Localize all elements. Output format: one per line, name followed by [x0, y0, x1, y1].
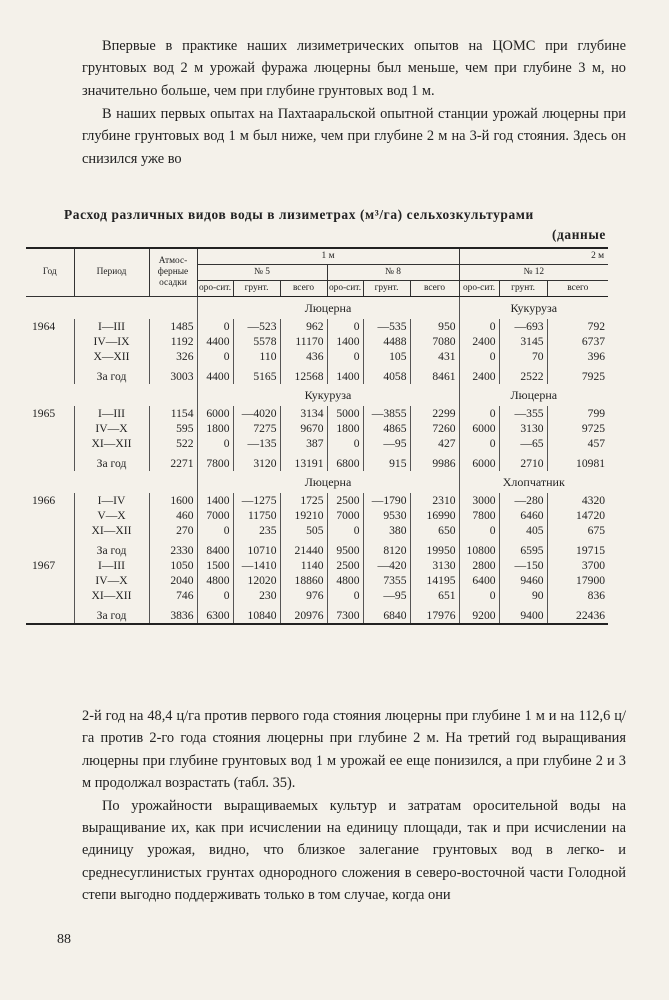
- cell-value: 10800: [459, 543, 499, 558]
- cell-value: 90: [499, 588, 547, 603]
- cell-value: 105: [363, 349, 410, 364]
- cell-value: 11750: [233, 508, 280, 523]
- table-row: [26, 493, 608, 508]
- cell-year: [26, 369, 74, 384]
- header-depth-1m: 1 м: [197, 248, 459, 265]
- cell-value: 7275: [233, 421, 280, 436]
- crop-label: Кукуруза: [510, 301, 558, 315]
- crop-label: Хлопчатник: [502, 475, 565, 489]
- cell-period: XI—XII: [74, 523, 149, 538]
- cell-value: —95: [363, 436, 410, 451]
- cell-value: 7355: [363, 573, 410, 588]
- cell-year: 1965: [26, 406, 74, 421]
- header-oros: оро-сит.: [327, 281, 363, 297]
- cell-value: 387: [280, 436, 327, 451]
- cell-value: 6840: [363, 608, 410, 624]
- header-grunt: грунт.: [499, 281, 547, 297]
- cell-value: 6800: [327, 456, 363, 471]
- cell-value: 0: [459, 406, 499, 421]
- cell-value: 2330: [149, 543, 197, 558]
- cell-value: 4800: [197, 573, 233, 588]
- cell-value: 14195: [410, 573, 459, 588]
- table-row: [26, 406, 608, 421]
- cell-value: —65: [499, 436, 547, 451]
- cell-value: 20976: [280, 608, 327, 624]
- water-consumption-table: [26, 247, 608, 625]
- cell-value: 1400: [197, 493, 233, 508]
- cell-value: 3700: [581, 559, 606, 572]
- cell-value: 0: [327, 349, 363, 364]
- cell-value: 9986: [410, 456, 459, 471]
- cell-value: 16990: [410, 508, 459, 523]
- cell-year: [26, 608, 74, 624]
- cell-value: 230: [233, 588, 280, 603]
- cell-value: 19950: [410, 543, 459, 558]
- cell-value: 2400: [459, 369, 499, 384]
- table-row: [26, 421, 608, 436]
- cell-value: 6000: [197, 406, 233, 421]
- cell-value: 8120: [363, 543, 410, 558]
- cell-value: 2500: [327, 558, 363, 573]
- table-row: [26, 349, 608, 364]
- cell-value: 7800: [459, 508, 499, 523]
- cell-value: 950: [410, 319, 459, 334]
- cell-value: 235: [233, 523, 280, 538]
- cell-value: 7080: [410, 334, 459, 349]
- cell-period: I—III: [74, 319, 149, 334]
- cell-value: 9200: [459, 608, 499, 624]
- cell-value: 6460: [499, 508, 547, 523]
- cell-value: 1500: [197, 558, 233, 573]
- cell-value: 0: [459, 436, 499, 451]
- cell-value: 21440: [280, 543, 327, 558]
- cell-value: —135: [233, 436, 280, 451]
- cell-period: IV—IX: [74, 334, 149, 349]
- table-caption-line1: Расход различных видов воды в лизиметрах (м³/га) сельхозкультурами: [64, 207, 534, 222]
- page-number: 88: [57, 932, 71, 947]
- cell-value: 4800: [327, 573, 363, 588]
- header-atmos: Атмос-ферные осадки: [149, 248, 197, 297]
- header-lysimeter-5: № 5: [197, 265, 327, 281]
- header-year: Год: [26, 248, 74, 297]
- cell-value: 7260: [410, 421, 459, 436]
- crop-label: Люцерна: [510, 388, 558, 402]
- cell-value: —150: [499, 558, 547, 573]
- cell-value: 9725: [581, 422, 606, 435]
- cell-value: 0: [459, 319, 499, 334]
- cell-value: 1800: [197, 421, 233, 436]
- cell-value: 12568: [280, 369, 327, 384]
- cell-value: 14720: [576, 509, 606, 522]
- crop-header-row: [26, 384, 608, 406]
- header-oros: оро-сит.: [459, 281, 499, 297]
- header-period: Период: [74, 248, 149, 297]
- cell-value: 22436: [547, 608, 608, 624]
- cell-period: X—XII: [74, 349, 149, 364]
- cell-value: 746: [149, 588, 197, 603]
- cell-value: —420: [363, 558, 410, 573]
- cell-year: [26, 508, 74, 523]
- table-row: [26, 456, 608, 471]
- cell-value: 0: [197, 436, 233, 451]
- cell-value: 460: [149, 508, 197, 523]
- header-depth-2m: 2 м: [459, 248, 608, 265]
- cell-value: 1140: [280, 558, 327, 573]
- crop-spacer: [26, 471, 197, 493]
- cell-value: 2299: [410, 406, 459, 421]
- cell-value: 7925: [581, 370, 606, 383]
- cell-value: 0: [459, 523, 499, 538]
- header-total: всего: [410, 281, 459, 297]
- cell-value: 1400: [327, 369, 363, 384]
- cell-period: За год: [74, 543, 149, 558]
- table-body: [26, 297, 608, 625]
- cell-value: 436: [280, 349, 327, 364]
- cell-value: 5578: [233, 334, 280, 349]
- cell-value: —1790: [363, 493, 410, 508]
- cell-value: 1154: [149, 406, 197, 421]
- cell-value: 19715: [576, 544, 606, 557]
- cell-period: V—X: [74, 508, 149, 523]
- cell-value: 1485: [149, 319, 197, 334]
- cell-value: 836: [587, 589, 606, 602]
- cell-value: 396: [587, 350, 606, 363]
- cell-value: 8400: [197, 543, 233, 558]
- cell-value: 2710: [499, 456, 547, 471]
- cell-value: 3003: [149, 369, 197, 384]
- paragraph-pakhtaaral: В наших первых опытах на Пахтааральской опытной станции урожай люцерны при глубине грунтовых вод 1 м был ниже, чем при глубине 2 м на 3-й год стояния. Здесь он снизился уже во: [82, 106, 626, 167]
- cell-value: 6737: [581, 335, 606, 348]
- cell-value: 1800: [327, 421, 363, 436]
- cell-period: I—III: [74, 558, 149, 573]
- cell-value: 0: [197, 319, 233, 334]
- cell-value: 6000: [459, 421, 499, 436]
- cell-period: XI—XII: [74, 436, 149, 451]
- cell-value: 3120: [233, 456, 280, 471]
- cell-value: 405: [499, 523, 547, 538]
- crop-label: Кукуруза: [197, 384, 459, 406]
- crop-header-row: [26, 471, 608, 493]
- cell-value: —1275: [233, 493, 280, 508]
- cell-value: 3000: [459, 493, 499, 508]
- cell-value: 9670: [280, 421, 327, 436]
- cell-value: 11170: [280, 334, 327, 349]
- crop-label: Люцерна: [197, 297, 459, 320]
- cell-value: 2040: [149, 573, 197, 588]
- cell-value: 2500: [327, 493, 363, 508]
- cell-value: 0: [459, 349, 499, 364]
- cell-value: 1600: [149, 493, 197, 508]
- cell-year: [26, 588, 74, 603]
- cell-value: —523: [233, 319, 280, 334]
- cell-value: 0: [327, 588, 363, 603]
- cell-value: 4320: [581, 494, 606, 507]
- cell-value: 9530: [363, 508, 410, 523]
- cell-value: 6300: [197, 608, 233, 624]
- cell-value: 4488: [363, 334, 410, 349]
- cell-value: 976: [280, 588, 327, 603]
- cell-value: 9400: [499, 608, 547, 624]
- cell-value: 431: [410, 349, 459, 364]
- paragraph-block-after-table: [82, 705, 626, 907]
- table-caption-line2: (данные: [552, 227, 606, 242]
- cell-period: XI—XII: [74, 588, 149, 603]
- header-total: всего: [547, 281, 608, 297]
- cell-value: 595: [149, 421, 197, 436]
- cell-value: 10710: [233, 543, 280, 558]
- cell-value: 13191: [280, 456, 327, 471]
- table-row: [26, 543, 608, 558]
- cell-year: 1967: [26, 558, 74, 573]
- cell-value: 270: [149, 523, 197, 538]
- cell-period: I—III: [74, 406, 149, 421]
- cell-value: —1410: [233, 558, 280, 573]
- cell-value: 380: [363, 523, 410, 538]
- table-row: [26, 588, 608, 603]
- cell-value: 0: [327, 523, 363, 538]
- cell-year: [26, 543, 74, 558]
- header-grunt: грунт.: [363, 281, 410, 297]
- cell-value: 12020: [233, 573, 280, 588]
- cell-value: 7800: [197, 456, 233, 471]
- table-row: [26, 334, 608, 349]
- cell-value: 792: [587, 320, 606, 333]
- cell-value: 1050: [149, 558, 197, 573]
- cell-value: 7300: [327, 608, 363, 624]
- cell-value: 7000: [327, 508, 363, 523]
- cell-value: 10981: [576, 457, 606, 470]
- cell-value: 0: [197, 349, 233, 364]
- cell-value: —4020: [233, 406, 280, 421]
- paragraph-conclusion: По урожайности выращиваемых культур и затратам оросительной воды на выращивание их, как при исчислении на единицу площади, так и при исчислении на единицу урожая, видно, что близкое залегание грунтовых вод в легко- и среднесуглинистых грунтах однородного сложения в северо-восточной части Голодной степи выгодно поддерживать только в том случае, когда они: [82, 797, 626, 904]
- cell-value: —355: [499, 406, 547, 421]
- cell-year: [26, 349, 74, 364]
- cell-value: 6000: [459, 456, 499, 471]
- cell-value: 962: [280, 319, 327, 334]
- paragraph-intro: Впервые в практике наших лизиметрических опытов на ЦОМС при глубине грунтовых вод 2 м урожай фуража люцерны был меньше, чем при глубине 3 м, но значительно больше, чем при глубине грунтовых вод 1 м.: [82, 38, 626, 99]
- cell-year: [26, 456, 74, 471]
- cell-value: 326: [149, 349, 197, 364]
- cell-value: 6400: [459, 573, 499, 588]
- cell-value: 4400: [197, 369, 233, 384]
- cell-value: 0: [327, 436, 363, 451]
- cell-value: 3836: [149, 608, 197, 624]
- cell-value: 70: [499, 349, 547, 364]
- cell-year: [26, 523, 74, 538]
- header-lysimeter-8: № 8: [327, 265, 459, 281]
- cell-value: —693: [499, 319, 547, 334]
- table-caption: [64, 205, 664, 245]
- cell-value: 6595: [499, 543, 547, 558]
- cell-year: [26, 436, 74, 451]
- cell-value: 3134: [280, 406, 327, 421]
- header-grunt: грунт.: [233, 281, 280, 297]
- cell-value: —280: [499, 493, 547, 508]
- crop-spacer: [26, 297, 197, 320]
- cell-value: —535: [363, 319, 410, 334]
- cell-value: 505: [280, 523, 327, 538]
- cell-value: 9460: [499, 573, 547, 588]
- cell-value: —3855: [363, 406, 410, 421]
- cell-value: 650: [410, 523, 459, 538]
- cell-year: 1966: [26, 493, 74, 508]
- cell-value: 7000: [197, 508, 233, 523]
- cell-value: 1400: [327, 334, 363, 349]
- cell-value: 4400: [197, 334, 233, 349]
- cell-value: 1192: [149, 334, 197, 349]
- cell-year: [26, 334, 74, 349]
- cell-period: IV—X: [74, 421, 149, 436]
- cell-value: 3130: [499, 421, 547, 436]
- cell-value: 2522: [499, 369, 547, 384]
- cell-value: 3130: [410, 558, 459, 573]
- cell-value: 799: [587, 407, 606, 420]
- cell-value: 8461: [410, 369, 459, 384]
- crop-spacer: [26, 384, 197, 406]
- cell-value: 675: [587, 524, 606, 537]
- cell-year: 1964: [26, 319, 74, 334]
- table-row: [26, 319, 608, 334]
- table-row: [26, 608, 608, 624]
- cell-value: 0: [197, 588, 233, 603]
- cell-value: 0: [327, 319, 363, 334]
- cell-value: 651: [410, 588, 459, 603]
- cell-value: 2400: [459, 334, 499, 349]
- cell-value: 457: [587, 437, 606, 450]
- cell-value: 2310: [410, 493, 459, 508]
- header-oros: оро-сит.: [197, 281, 233, 297]
- cell-value: 9500: [327, 543, 363, 558]
- cell-value: —95: [363, 588, 410, 603]
- cell-value: 2800: [459, 558, 499, 573]
- cell-value: 19210: [280, 508, 327, 523]
- cell-value: 3145: [499, 334, 547, 349]
- header-lysimeter-12: № 12: [459, 265, 608, 281]
- paragraph-second-year: 2-й год на 48,4 ц/га против первого года стояния люцерны при глубине 1 м и на 112,6 ц/га против 2-го года стояния люцерны при глубине 2 м. На третий год выращивания люцерны при глубине грунтовых вод 1 м урожай ее еще понизился, а при глубине 2 и 3 м продолжал возрастать (табл. 35).: [82, 708, 626, 792]
- cell-value: 0: [197, 523, 233, 538]
- cell-value: 915: [363, 456, 410, 471]
- table-row: [26, 436, 608, 451]
- cell-period: За год: [74, 456, 149, 471]
- cell-value: 1725: [280, 493, 327, 508]
- cell-period: За год: [74, 369, 149, 384]
- cell-period: I—IV: [74, 493, 149, 508]
- cell-year: [26, 573, 74, 588]
- cell-value: 5165: [233, 369, 280, 384]
- cell-year: [26, 421, 74, 436]
- cell-value: 18860: [280, 573, 327, 588]
- cell-period: За год: [74, 608, 149, 624]
- cell-value: 110: [233, 349, 280, 364]
- cell-period: IV—X: [74, 573, 149, 588]
- cell-value: 17976: [410, 608, 459, 624]
- cell-value: 10840: [233, 608, 280, 624]
- table-row: [26, 573, 608, 588]
- header-total: всего: [280, 281, 327, 297]
- table-row: [26, 523, 608, 538]
- cell-value: 17900: [576, 574, 606, 587]
- cell-value: 522: [149, 436, 197, 451]
- table-row: [26, 508, 608, 523]
- table-row: [26, 369, 608, 384]
- cell-value: 427: [410, 436, 459, 451]
- cell-value: 0: [459, 588, 499, 603]
- cell-value: 4865: [363, 421, 410, 436]
- cell-value: 5000: [327, 406, 363, 421]
- cell-value: 4058: [363, 369, 410, 384]
- crop-header-row: [26, 297, 608, 320]
- cell-value: 2271: [149, 456, 197, 471]
- crop-label: Люцерна: [197, 471, 459, 493]
- table-row: [26, 558, 608, 573]
